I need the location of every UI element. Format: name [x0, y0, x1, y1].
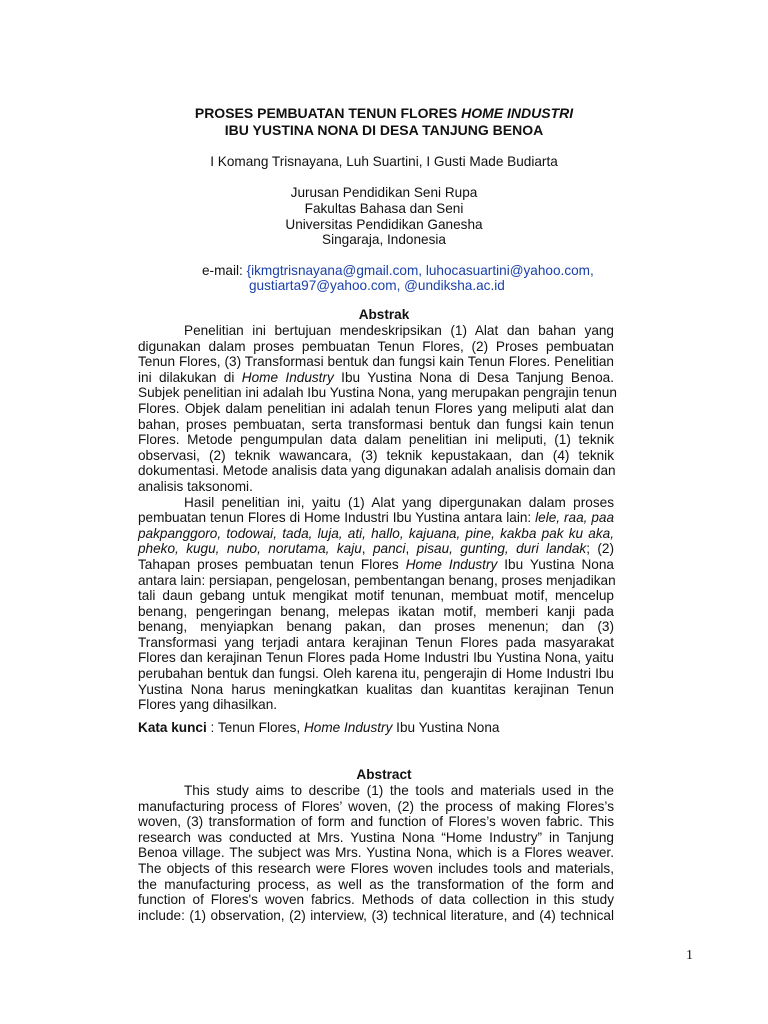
- text-segment: pheko, kugu, nubo, norutama, kaju: [138, 541, 362, 557]
- text-segment: Flores. Objek dalam penelitian ini adalah tenun Flores yang meliputi alat dan: [138, 400, 614, 416]
- text-segment: lele, raa, paa: [535, 510, 614, 526]
- text-line: [138, 448, 614, 464]
- keywords: [138, 720, 614, 735]
- text-line: [138, 682, 614, 698]
- email-line: [202, 263, 594, 278]
- abstrak-heading: Abstrak: [358, 307, 410, 322]
- title-italic: HOME INDUSTRI: [461, 105, 574, 121]
- affiliation-dept: Jurusan Pendidikan Seni Rupa: [290, 185, 478, 200]
- text-line: [138, 323, 614, 339]
- email-link-1[interactable]: {ikmgtrisnayana@gmail.com, luhocasuartini@yahoo.com: [246, 263, 591, 278]
- text-line: [138, 432, 614, 448]
- text-segment: analisis taksonomi.: [138, 478, 253, 494]
- text-segment: Subjek penelitian ini adalah Ibu Yustina Nona, yang merupakan pengrajin tenun: [138, 385, 617, 401]
- text-segment: woven, (3) transformation of form and function of Flores’s woven fabric. This: [138, 814, 614, 830]
- title-line-1: [0, 105, 768, 121]
- abstrak-body: [138, 323, 617, 713]
- text-segment: the manufacturing process, as well as the transformation of the form and: [138, 876, 614, 892]
- text-segment: Tahapan proses pembuatan tenun Flores: [138, 556, 406, 572]
- text-segment: Flores yang dihasilkan.: [138, 697, 278, 713]
- affiliation-university: Universitas Pendidikan Ganesha: [285, 217, 483, 232]
- text-segment: pembuatan tenun Flores di Home Industri Ibu Yustina antara lain:: [138, 510, 536, 526]
- text-segment: include: (1) observation, (2) interview, (3) technical literature, and (4) technical: [138, 907, 614, 923]
- text-line: [138, 814, 614, 830]
- text-line: [138, 604, 614, 620]
- text-line: [138, 463, 614, 479]
- text-segment: This study aims to describe (1) the tools and materials used in the: [184, 783, 614, 798]
- affiliation-faculty: Fakultas Bahasa dan Seni: [304, 201, 464, 216]
- text-segment: observasi, (2) teknik wawancara, (3) teknik kepustakaan, dan (4) teknik: [138, 447, 614, 463]
- text-line: [138, 635, 614, 651]
- text-segment: bahan, proses pembuatan, serta transformasi bentuk dan fungsi kain tenun: [138, 416, 614, 432]
- text-line: [138, 877, 614, 893]
- abstract-body: [138, 783, 614, 923]
- text-segment: ,: [361, 541, 373, 557]
- text-segment: Penelitian ini bertujuan mendeskripsikan (1) Alat dan bahan yang: [184, 323, 614, 338]
- text-segment: perubahan bentuk dan fungsi. Oleh karena itu, pengerajin di Home Industri Ibu: [138, 666, 614, 682]
- text-line: [138, 417, 614, 433]
- text-segment: research was conducted at Mrs. Yustina Nona “Home Industry” in Tanjung: [138, 829, 614, 845]
- text-line: [138, 666, 614, 682]
- text-segment: The objects of this research were Flores woven includes tools and materials,: [138, 860, 614, 876]
- email-line-2: [249, 278, 505, 293]
- text-segment: ,: [405, 541, 417, 557]
- text-segment: Ibu Yustina Nona di Desa Tanjung Benoa.: [333, 369, 615, 385]
- text-line: [138, 557, 614, 573]
- text-segment: Home Industry: [405, 556, 498, 572]
- email-sep: ,: [590, 263, 594, 278]
- text-line: [138, 354, 614, 370]
- text-segment: ; (2): [586, 541, 614, 557]
- text-segment: Benoa village. The subject was Mrs. Yustina Nona, which is a Flores weaver.: [138, 845, 614, 861]
- text-segment: benang, pengeringan benang, melepas ikatan motif, memberi kanji pada: [138, 603, 614, 619]
- email-sep: ,: [396, 278, 405, 293]
- text-segment: benang, menyiapkan benang pakan, dan proses menenun; dan (3): [138, 619, 614, 635]
- text-line: [138, 541, 614, 557]
- text-line: [138, 845, 614, 861]
- text-line: [138, 339, 614, 355]
- keywords-text: : Tenun Flores,: [206, 720, 304, 735]
- text-line: [138, 495, 614, 511]
- abstract-heading: Abstract: [356, 767, 412, 782]
- keywords-italic: Home Industry: [303, 720, 393, 735]
- text-segment: Hasil penelitian ini, yaitu (1) Alat yang dipergunakan dalam proses: [184, 494, 614, 510]
- text-segment: digunakan dalam proses pembuatan Tenun Flores, (2) Proses pembuatan: [138, 338, 614, 354]
- text-segment: Tenun Flores, (3) Transformasi bentuk dan fungsi kain Tenun Flores. Penelitian: [138, 354, 614, 370]
- text-segment: Flores dan kerajinan Tenun Flores pada Home Industri Ibu Yustina Nona, yaitu: [138, 650, 614, 666]
- text-line: [138, 799, 614, 815]
- title-line-2: IBU YUSTINA NONA DI DESA TANJUNG BENOA: [224, 122, 544, 138]
- text-line: [138, 573, 614, 589]
- affiliation-city: Singaraja, Indonesia: [322, 232, 446, 247]
- text-segment: tali daun gebang untuk mengikat motif tenunan, membuat motif, mencelup: [138, 588, 614, 604]
- page-number: 1: [686, 948, 693, 963]
- text-line: [138, 892, 614, 908]
- text-segment: panci: [372, 541, 406, 557]
- keywords-rest: Ibu Yustina Nona: [392, 720, 500, 735]
- text-line: [138, 401, 614, 417]
- text-line: [138, 830, 614, 846]
- text-segment: Ibu Yustina Nona: [497, 556, 614, 572]
- text-line: [138, 783, 614, 799]
- text-segment: Flores. Metode pengumpulan data dalam penelitian ini meliputi, (1) teknik: [138, 432, 614, 448]
- text-segment: manufacturing process of Flores’ woven, (2) the process of making Flores’s: [138, 798, 614, 814]
- text-line: [138, 650, 614, 666]
- email-link-3[interactable]: @undiksha.ac.id: [404, 278, 505, 293]
- text-segment: dokumentasi. Metode analisis data yang digunakan adalah analisis domain dan: [138, 463, 616, 479]
- text-line: [138, 908, 614, 924]
- text-line: [138, 861, 614, 877]
- text-line: [138, 510, 614, 526]
- text-segment: Home Industry: [241, 369, 334, 385]
- text-segment: function of Flores's woven fabrics. Methods of data collection in this study: [138, 892, 614, 908]
- text-segment: pakpanggoro, todowai, tada, luja, ati, hallo, kajuana, pine, kakba pak ku aka,: [138, 525, 614, 541]
- email-link-2[interactable]: gustiarta97@yahoo.com: [249, 278, 397, 293]
- email-label: e-mail:: [202, 263, 247, 278]
- text-line: [138, 479, 614, 495]
- authors: I Komang Trisnayana, Luh Suartini, I Gusti Made Budiarta: [210, 154, 558, 169]
- keywords-label: Kata kunci: [138, 720, 207, 735]
- text-line: [138, 697, 614, 713]
- text-segment: ini dilakukan di: [138, 369, 242, 385]
- text-segment: Yustina Nona harus meningkatkan kualitas dan kuantitas kerajinan Tenun: [138, 681, 614, 697]
- title-text: PROSES PEMBUATAN TENUN FLORES: [194, 105, 462, 121]
- text-line: [138, 619, 614, 635]
- text-segment: antara lain: persiapan, pengelosan, pembentangan benang, proses menjadikan: [138, 572, 616, 588]
- text-line: [138, 588, 614, 604]
- text-segment: Transformasi yang terjadi antara kerajinan Tenun Flores pada masyarakat: [138, 634, 614, 650]
- text-line: [138, 385, 617, 401]
- text-line: [138, 526, 614, 542]
- text-line: [138, 370, 614, 386]
- text-segment: pisau, gunting, duri landak: [416, 541, 587, 557]
